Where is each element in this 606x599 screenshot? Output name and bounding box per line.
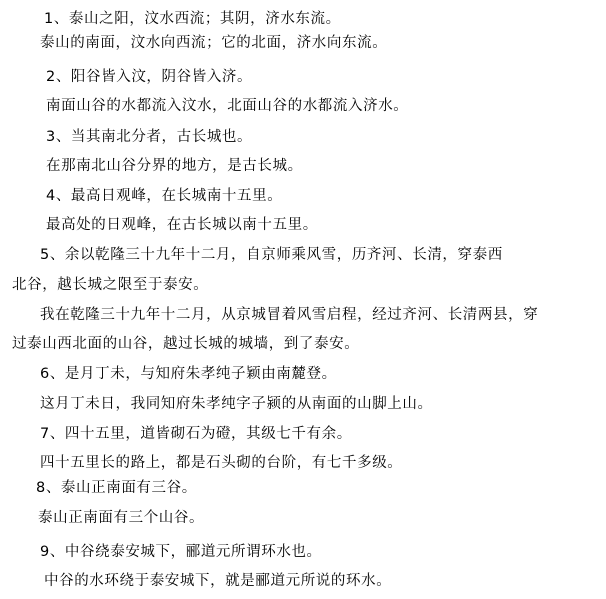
item-1-translation: 泰山的南面，汶水向西流；它的北面，济水向东流。 [40, 35, 388, 51]
item-6-original: 6、是月丁未，与知府朱孝纯子颖由南麓登。 [40, 366, 337, 382]
item-9-translation: 中谷的水环绕于泰安城下，就是郦道元所说的环水。 [44, 573, 392, 589]
item-5-original-line-2: 北谷，越长城之限至于泰安。 [12, 277, 209, 293]
item-8-translation: 泰山正南面有三个山谷。 [38, 510, 205, 526]
item-4-original: 4、最高日观峰，在长城南十五里。 [46, 188, 283, 204]
item-7-translation: 四十五里长的路上，都是石头砌的台阶，有七千多级。 [40, 455, 403, 471]
item-9-original: 9、中谷绕泰安城下，郦道元所谓环水也。 [40, 544, 322, 560]
item-6-translation: 这月丁未日，我同知府朱孝纯字子颍的从南面的山脚上山。 [40, 396, 433, 412]
item-4-translation: 最高处的日观峰，在古长城以南十五里。 [46, 217, 318, 233]
item-5-translation-line-2: 过泰山西北面的山谷，越过长城的城墙，到了泰安。 [12, 336, 360, 352]
item-5-translation-line-1: 我在乾隆三十九年十二月，从京城冒着风雪启程，经过齐河、长清两县，穿 [40, 307, 539, 323]
item-2-original: 2、阳谷皆入汶，阴谷皆入济。 [46, 69, 253, 85]
item-2-translation: 南面山谷的水都流入汶水，北面山谷的水都流入济水。 [46, 98, 409, 114]
item-3-original: 3、当其南北分者，古长城也。 [46, 129, 253, 145]
item-7-original: 7、四十五里，道皆砌石为磴，其级七千有余。 [40, 426, 352, 442]
item-1-original: 1、泰山之阳，汶水西流；其阴，济水东流。 [44, 11, 341, 27]
item-3-translation: 在那南北山谷分界的地方，是古长城。 [46, 158, 303, 174]
item-8-original: 8、泰山正南面有三谷。 [36, 480, 197, 496]
item-5-original-line-1: 5、余以乾隆三十九年十二月，自京师乘风雪，历齐河、长清，穿泰西 [40, 247, 503, 263]
